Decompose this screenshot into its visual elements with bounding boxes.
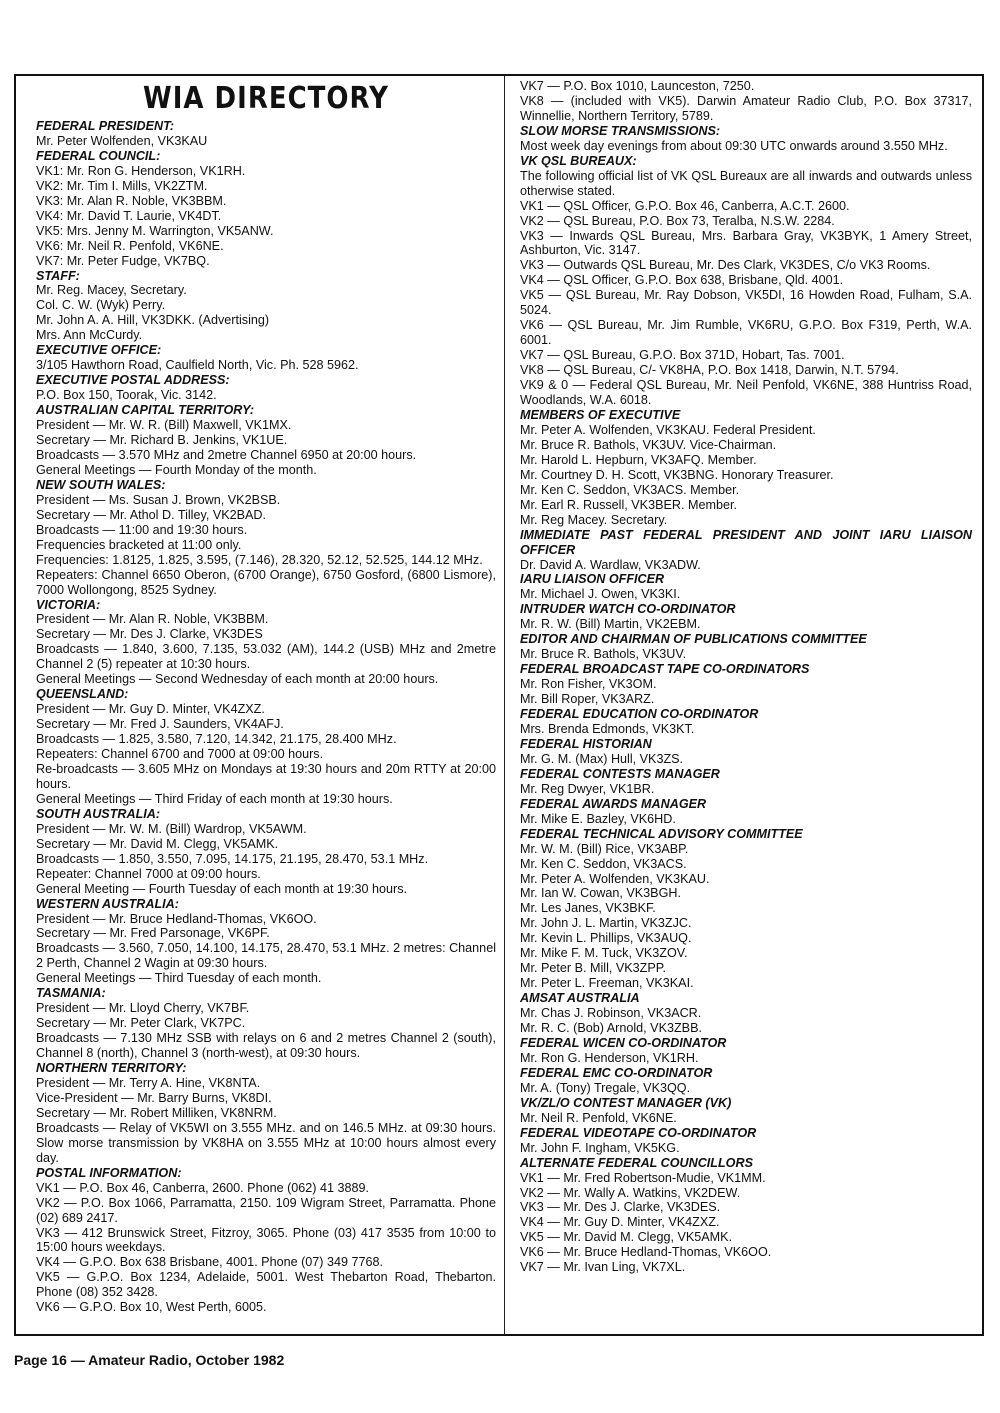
section-heading: VICTORIA: <box>36 597 101 612</box>
entry-line: VK6: Mr. Neil R. Penfold, VK6NE. <box>36 238 224 253</box>
entry-line: VK7: Mr. Peter Fudge, VK7BQ. <box>36 253 210 268</box>
entry-line: VK1 — QSL Officer, G.P.O. Box 46, Canberra, A.C.T. 2600. <box>520 198 850 213</box>
entry-line: President — Mr. Lloyd Cherry, VK7BF. <box>36 1001 250 1016</box>
entry-paragraph: The following official list of VK QSL Bureaux are all inwards and outwards unless otherwise stated. <box>520 168 972 198</box>
section-heading: AUSTRALIAN CAPITAL TERRITORY: <box>36 403 255 418</box>
entry-line: VK1 — P.O. Box 46, Canberra, 2600. Phone (062) 41 3889. <box>36 1180 370 1195</box>
entry-line: Mr. R. C. (Bob) Arnold, VK3ZBB. <box>520 1021 702 1036</box>
entry-paragraph: VK3 — Outwards QSL Bureau, Mr. Des Clark, VK3DES, C/o VK3 Rooms. <box>520 258 931 273</box>
right-column <box>520 79 972 1275</box>
entry-line: Broadcasts — 1.825, 3.580, 7.120, 14.342, 21.175, 28.400 MHz. <box>36 732 397 747</box>
entry-paragraph: VK6 — QSL Bureau, Mr. Jim Rumble, VK6RU, G.P.O. Box F319, Perth, W.A. 6001. <box>520 318 972 348</box>
entry-line: President — Ms. Susan J. Brown, VK2BSB. <box>36 492 281 507</box>
entry-line: Mr. Reg Dwyer, VK1BR. <box>520 781 655 796</box>
entry-line: Secretary — Mr. Fred Parsonage, VK6PF. <box>36 926 270 941</box>
section-heading: NORTHERN TERRITORY: <box>36 1061 187 1076</box>
entry-line: General Meetings — Third Tuesday of each month. <box>36 971 322 986</box>
section-heading: TASMANIA: <box>36 986 106 1001</box>
section-heading: QUEENSLAND: <box>36 687 129 702</box>
entry-line: VK5 — Mr. David M. Clegg, VK5AMK. <box>520 1230 733 1245</box>
entry-line: Broadcasts — 1.850, 3.550, 7.095, 14.175, 21.195, 28.470, 53.1 MHz. <box>36 851 429 866</box>
section-heading: INTRUDER WATCH CO-ORDINATOR <box>520 602 736 617</box>
entry-line: Mr. Peter Wolfenden, VK3KAU <box>36 133 208 148</box>
entry-line: Broadcasts — 3.570 MHz and 2metre Channel 6950 at 20:00 hours. <box>36 447 417 462</box>
entry-line: Mr. Les Janes, VK3BKF. <box>520 901 656 916</box>
entry-line: Mr. W. M. (Bill) Rice, VK3ABP. <box>520 841 689 856</box>
entry-line: Mr. Ron G. Henderson, VK1RH. <box>520 1050 699 1065</box>
entry-line: Mr. Peter A. Wolfenden, VK3KAU. <box>520 871 710 886</box>
entry-line: VK8 — QSL Bureau, C/- VK8HA, P.O. Box 1418, Darwin, N.T. 5794. <box>520 363 899 378</box>
entry-line: Mr. Reg Macey. Secretary. <box>520 512 668 527</box>
entry-line: Mr. John A. A. Hill, VK3DKK. (Advertising) <box>36 313 270 328</box>
entry-paragraph: Re-broadcasts — 3.605 MHz on Mondays at 19:30 hours and 20m RTTY at 20:00 hours. <box>36 761 496 791</box>
column-divider <box>504 76 505 1334</box>
entry-line: President — Mr. Terry A. Hine, VK8NTA. <box>36 1076 261 1090</box>
section-heading: NEW SOUTH WALES: <box>36 477 166 492</box>
section-heading: IMMEDIATE PAST FEDERAL PRESIDENT AND JOINT IARU LIAISON OFFICER <box>520 527 972 557</box>
entry-line: Mr. John J. L. Martin, VK3ZJC. <box>520 916 692 931</box>
entry-line: VK2: Mr. Tim I. Mills, VK2ZTM. <box>36 178 208 193</box>
section-heading: FEDERAL PRESIDENT: <box>36 119 175 133</box>
entry-line: Secretary — Mr. Robert Milliken, VK8NRM. <box>36 1105 277 1120</box>
page-footer: Page 16 — Amateur Radio, October 1982 <box>14 1352 285 1368</box>
entry-paragraph: Broadcasts — 3.560, 7.050, 14.100, 14.175, 28.470, 53.1 MHz. 2 metres: Channel 2 Perth, Channel 2 Wagin at 09:30 hours. <box>36 941 496 971</box>
entry-line: Frequencies bracketed at 11:00 only. <box>36 537 242 552</box>
entry-line: Secretary — Mr. Fred J. Saunders, VK4AFJ. <box>36 717 284 732</box>
section-heading: ALTERNATE FEDERAL COUNCILLORS <box>520 1155 753 1170</box>
entry-line: Mr. Courtney D. H. Scott, VK3BNG. Honorary Treasurer. <box>520 467 834 482</box>
entry-line: Secretary — Mr. Des J. Clarke, VK3DES <box>36 627 263 642</box>
section-heading: IARU LIAISON OFFICER <box>520 572 665 587</box>
entry-paragraph: VK3 — Inwards QSL Bureau, Mrs. Barbara Gray, VK3BYK, 1 Amery Street, Ashburton, Vic. 3147. <box>520 228 972 258</box>
section-heading: MEMBERS OF EXECUTIVE <box>520 407 681 422</box>
section-heading: SOUTH AUSTRALIA: <box>36 806 161 821</box>
entry-line: Mr. Ken C. Seddon, VK3ACS. Member. <box>520 482 740 497</box>
entry-line: P.O. Box 150, Toorak, Vic. 3142. <box>36 388 217 403</box>
entry-line: General Meeting — Fourth Tuesday of each month at 19:30 hours. <box>36 881 408 896</box>
entry-paragraph: Most week day evenings from about 09:30 UTC onwards around 3.550 MHz. <box>520 138 948 153</box>
entry-line: VK3 — Mr. Des J. Clarke, VK3DES. <box>520 1200 721 1215</box>
entry-line: VK4 — QSL Officer, G.P.O. Box 638, Brisbane, Qld. 4001. <box>520 273 844 288</box>
section-heading: STAFF: <box>36 268 80 283</box>
section-heading: FEDERAL BROADCAST TAPE CO-ORDINATORS <box>520 662 810 677</box>
entry-line: Mr. Mike E. Bazley, VK6HD. <box>520 811 676 826</box>
entry-line: VK6 — G.P.O. Box 10, West Perth, 6005. <box>36 1300 267 1315</box>
entry-paragraph: Frequencies: 1.8125, 1.825, 3.595, (7.146), 28.320, 52.12, 52.525, 144.12 MHz. <box>36 552 483 567</box>
entry-line: Mr. Ian W. Cowan, VK3BGH. <box>520 886 681 901</box>
entry-line: Col. C. W. (Wyk) Perry. <box>36 298 166 313</box>
right-column-body <box>520 79 972 1275</box>
entry-line: VK5: Mrs. Jenny M. Warrington, VK5ANW. <box>36 223 274 238</box>
entry-line: Mr. Harold L. Hepburn, VK3AFQ. Member. <box>520 452 757 467</box>
entry-line: Mr. Reg. Macey, Secretary. <box>36 283 187 298</box>
entry-line: Mr. R. W. (Bill) Martin, VK2EBM. <box>520 617 701 632</box>
entry-line: VK1 — Mr. Fred Robertson-Mudie, VK1MM. <box>520 1170 766 1185</box>
entry-line: Mr. Peter A. Wolfenden, VK3KAU. Federal President. <box>520 422 816 437</box>
section-heading: FEDERAL WICEN CO-ORDINATOR <box>520 1036 727 1050</box>
entry-line: President — Mr. W. M. (Bill) Wardrop, VK5AWM. <box>36 821 307 836</box>
entry-line: VK3: Mr. Alan R. Noble, VK3BBM. <box>36 193 227 208</box>
entry-line: Mr. Peter L. Freeman, VK3KAI. <box>520 976 694 991</box>
entry-line: Mr. Earl R. Russell, VK3BER. Member. <box>520 497 737 512</box>
entry-line: General Meetings — Third Friday of each month at 19:30 hours. <box>36 791 393 806</box>
entry-line: President — Mr. W. R. (Bill) Maxwell, VK1MX. <box>36 418 292 433</box>
entry-line: Mrs. Brenda Edmonds, VK3KT. <box>520 721 695 736</box>
section-heading: VK QSL BUREAUX: <box>520 153 637 168</box>
entry-line: Mr. John F. Ingham, VK5KG. <box>520 1140 680 1155</box>
entry-line: VK1: Mr. Ron G. Henderson, VK1RH. <box>36 163 246 178</box>
section-heading: VK/ZL/O CONTEST MANAGER (VK) <box>520 1095 732 1110</box>
section-heading: FEDERAL CONTESTS MANAGER <box>520 766 720 781</box>
entry-line: Mr. G. M. (Max) Hull, VK3ZS. <box>520 751 684 766</box>
entry-line: 3/105 Hawthorn Road, Caulfield North, Vic. Ph. 528 5962. <box>36 358 359 373</box>
entry-line: President — Mr. Bruce Hedland-Thomas, VK6OO. <box>36 911 317 926</box>
entry-line: Secretary — Mr. David M. Clegg, VK5AMK. <box>36 836 279 851</box>
entry-line: Dr. David A. Wardlaw, VK3ADW. <box>520 557 701 572</box>
section-heading: FEDERAL AWARDS MANAGER <box>520 796 707 811</box>
entry-line: Mr. Neil R. Penfold, VK6NE. <box>520 1110 677 1125</box>
entry-line: VK4 — Mr. Guy D. Minter, VK4ZXZ. <box>520 1215 720 1230</box>
section-heading: EDITOR AND CHAIRMAN OF PUBLICATIONS COMMITTEE <box>520 632 867 647</box>
entry-line: VK7 — QSL Bureau, G.P.O. Box 371D, Hobart, Tas. 7001. <box>520 348 845 363</box>
entry-paragraph: Broadcasts — 7.130 MHz SSB with relays on 6 and 2 metres Channel 2 (south), Channel 8 (north), Channel 3 (north-west), at 09:30 hours. <box>36 1031 496 1061</box>
entry-line: Repeaters: Channel 6700 and 7000 at 09:00 hours. <box>36 747 324 762</box>
entry-paragraph: Broadcasts — 1.840, 3.600, 7.135, 53.032 (AM), 144.2 (USB) MHz and 2metre Channel 2 (5) repeater at 10:30 hours. <box>36 642 496 672</box>
entry-paragraph: VK2 — P.O. Box 1066, Parramatta, 2150. 109 Wigram Street, Parramatta. Phone (02) 689 2417. <box>36 1195 496 1225</box>
section-heading: SLOW MORSE TRANSMISSIONS: <box>520 123 721 138</box>
entry-line: Mr. Chas J. Robinson, VK3ACR. <box>520 1006 702 1021</box>
section-heading: FEDERAL VIDEOTAPE CO-ORDINATOR <box>520 1125 757 1140</box>
entry-line: Secretary — Mr. Peter Clark, VK7PC. <box>36 1016 246 1031</box>
section-heading: AMSAT AUSTRALIA <box>520 991 640 1006</box>
entry-line: President — Mr. Alan R. Noble, VK3BBM. <box>36 612 269 627</box>
entry-line: Broadcasts — 11:00 and 19:30 hours. <box>36 522 248 537</box>
entry-line: VK4 — G.P.O. Box 638 Brisbane, 4001. Phone (07) 349 7768. <box>36 1255 384 1270</box>
entry-line: VK6 — Mr. Bruce Hedland-Thomas, VK6OO. <box>520 1245 772 1260</box>
entry-line: Vice-President — Mr. Barry Burns, VK8DI. <box>36 1090 272 1105</box>
entry-line: VK4: Mr. David T. Laurie, VK4DT. <box>36 208 222 223</box>
entry-line: President — Mr. Guy D. Minter, VK4ZXZ. <box>36 702 265 717</box>
entry-paragraph: VK5 — QSL Bureau, Mr. Ray Dobson, VK5DI, 16 Howden Road, Fulham, S.A. 5024. <box>520 288 972 318</box>
entry-paragraph: VK3 — 412 Brunswick Street, Fitzroy, 3065. Phone (03) 417 3535 from 10:00 to 15:00 hours weekdays. <box>36 1225 496 1255</box>
entry-line: Mr. Bill Roper, VK3ARZ. <box>520 692 655 707</box>
entry-line: Mr. A. (Tony) Tregale, VK3QQ. <box>520 1080 691 1095</box>
entry-line: VK2 — QSL Bureau, P.O. Box 73, Teralba, N.S.W. 2284. <box>520 213 835 228</box>
entry-line: Mr. Bruce R. Bathols, VK3UV. <box>520 647 687 662</box>
entry-line: Mr. Kevin L. Phillips, VK3AUQ. <box>520 931 692 946</box>
section-heading: FEDERAL HISTORIAN <box>520 736 652 751</box>
entry-paragraph: Repeaters: Channel 6650 Oberon, (6700 Orange), 6750 Gosford, (6800 Lismore), 7000 Wollongong, 8525 Sydney. <box>36 567 496 597</box>
entry-line: Mr. Bruce R. Bathols, VK3UV. Vice-Chairman. <box>520 437 777 452</box>
entry-line: Secretary — Mr. Athol D. Tilley, VK2BAD. <box>36 507 267 522</box>
entry-line: Mr. Ken C. Seddon, VK3ACS. <box>520 856 687 871</box>
entry-line: Mrs. Ann McCurdy. <box>36 328 143 343</box>
entry-line: Secretary — Mr. Richard B. Jenkins, VK1UE. <box>36 433 288 448</box>
entry-line: VK2 — Mr. Wally A. Watkins, VK2DEW. <box>520 1185 741 1200</box>
section-heading: WESTERN AUSTRALIA: <box>36 896 179 911</box>
section-heading: FEDERAL EMC CO-ORDINATOR <box>520 1065 713 1080</box>
masthead-title: WIA DIRECTORY <box>143 81 389 117</box>
entry-line: Mr. Ron Fisher, VK3OM. <box>520 677 657 692</box>
section-heading: FEDERAL EDUCATION CO-ORDINATOR <box>520 707 759 722</box>
entry-line: General Meetings — Fourth Monday of the month. <box>36 462 317 477</box>
left-column <box>36 79 496 1315</box>
section-heading: POSTAL INFORMATION: <box>36 1165 182 1180</box>
entry-line: Repeater: Channel 7000 at 09:00 hours. <box>36 866 261 881</box>
section-heading: EXECUTIVE POSTAL ADDRESS: <box>36 373 230 388</box>
section-heading: FEDERAL TECHNICAL ADVISORY COMMITTEE <box>520 826 803 841</box>
entry-line: Mr. Peter B. Mill, VK3ZPP. <box>520 961 667 976</box>
entry-line: Mr. Mike F. M. Tuck, VK3ZOV. <box>520 946 688 961</box>
section-heading: EXECUTIVE OFFICE: <box>36 343 162 358</box>
entry-line: VK7 — P.O. Box 1010, Launceston, 7250. <box>520 79 755 93</box>
section-heading: FEDERAL COUNCIL: <box>36 148 161 163</box>
left-column-body <box>36 119 496 1315</box>
entry-line: Mr. Michael J. Owen, VK3KI. <box>520 587 681 602</box>
entry-paragraph: VK9 & 0 — Federal QSL Bureau, Mr. Neil Penfold, VK6NE, 388 Huntriss Road, Woodlands, W.A. 6018. <box>520 378 972 408</box>
entry-paragraph: General Meetings — Second Wednesday of each month at 20:00 hours. <box>36 672 439 687</box>
entry-paragraph: VK8 — (included with VK5). Darwin Amateur Radio Club, P.O. Box 37317, Winnellie, Northern Territory, 5789. <box>520 93 972 123</box>
entry-line: VK7 — Mr. Ivan Ling, VK7XL. <box>520 1260 686 1275</box>
entry-paragraph: VK5 — G.P.O. Box 1234, Adelaide, 5001. West Thebarton Road, Thebarton. Phone (08) 352 3428. <box>36 1270 496 1300</box>
entry-paragraph: Broadcasts — Relay of VK5WI on 3.555 MHz. and on 146.5 MHz. at 09:30 hours. Slow morse transmission by VK8HA on 3.555 MHz at 10:00 hours almost every day. <box>36 1120 496 1165</box>
